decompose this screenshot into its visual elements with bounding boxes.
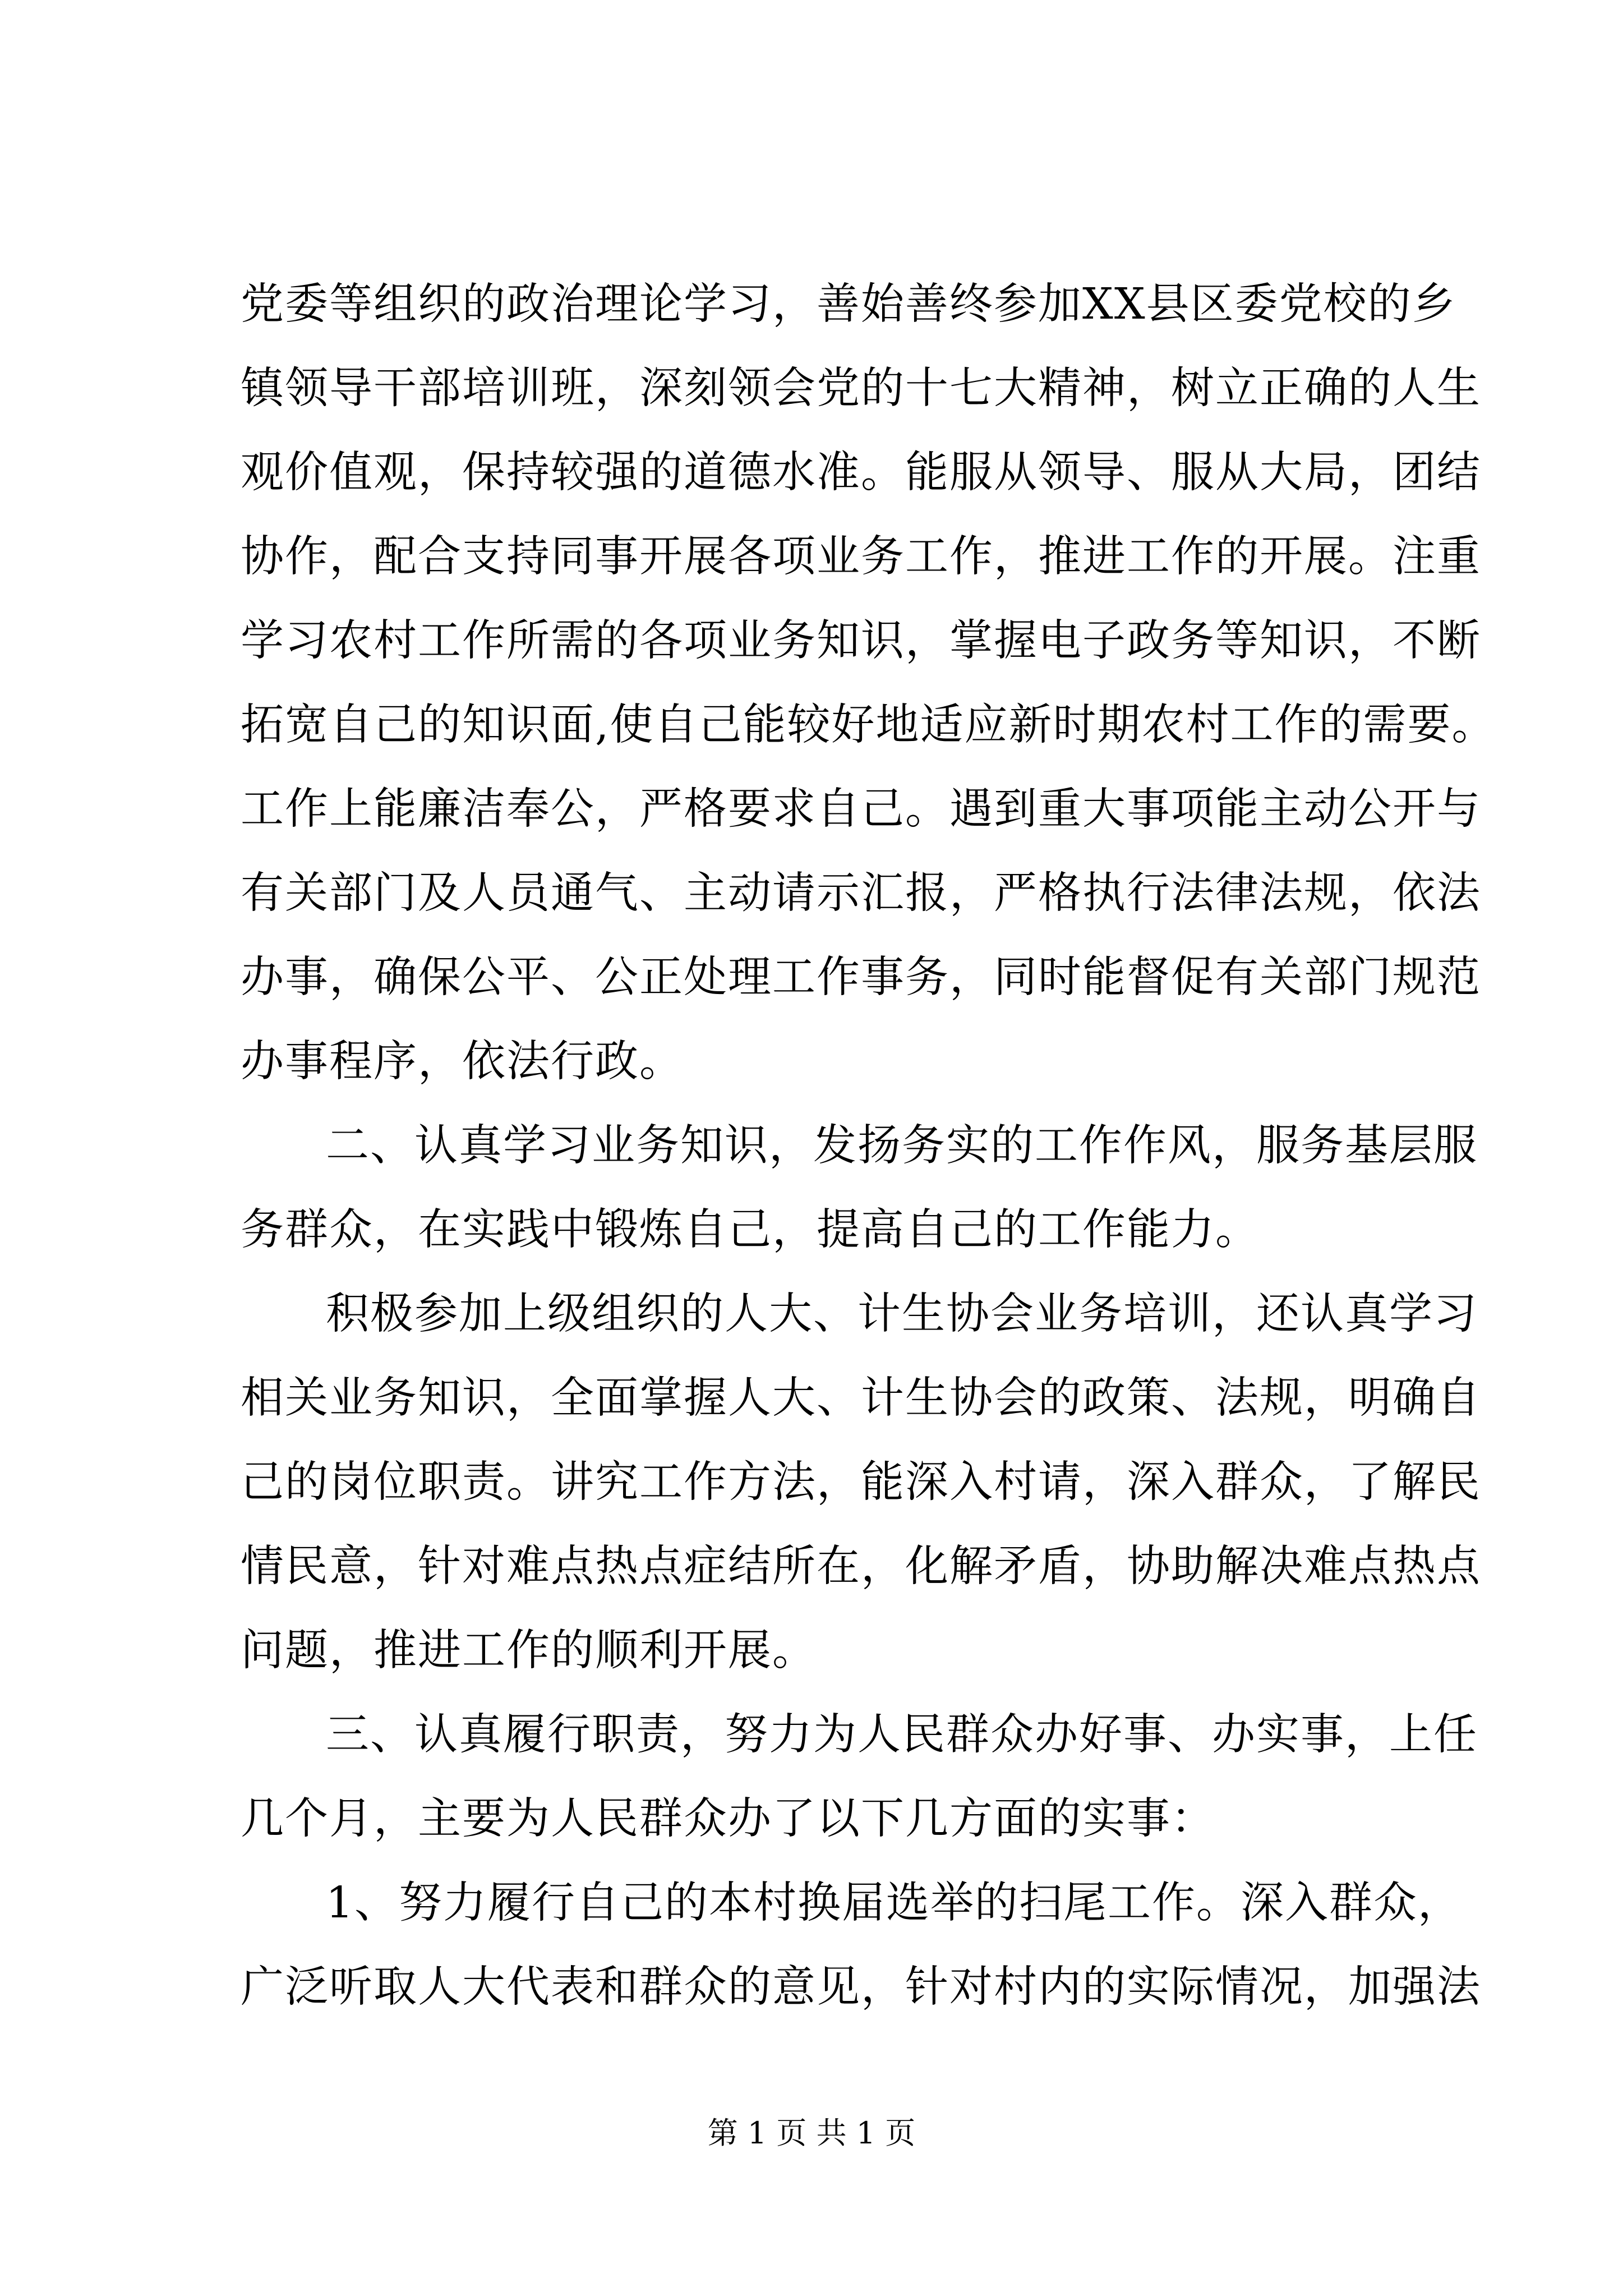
text-line: 观价值观，保持较强的道德水准。能服从领导、服从大局，团结 <box>241 448 1481 498</box>
text-line: 协作，配合支持同事开展各项业务工作，推进工作的开展。注重 <box>241 532 1481 582</box>
page-footer: 第 1 页 共 1 页 <box>707 2115 916 2151</box>
text-line: 有关部门及人员通气、主动请示汇报，严格执行法律法规，依法 <box>241 868 1481 918</box>
text-line: 党委等组织的政治理论学习，善始善终参加XX县区委党校的乡 <box>241 279 1456 329</box>
text-line: 相关业务知识，全面掌握人大、计生协会的政策、法规，明确自 <box>241 1373 1481 1423</box>
text-line: 广泛听取人大代表和群众的意见，针对村内的实际情况，加强法 <box>241 1962 1481 2012</box>
text-line: 务群众，在实践中锻炼自己，提高自己的工作能力。 <box>241 1205 1260 1255</box>
text-line: 情民意，针对难点热点症结所在，化解矛盾，协助解决难点热点 <box>241 1542 1481 1591</box>
text-line: 镇领导干部培训班，深刻领会党的十七大精神，树立正确的人生 <box>241 364 1481 413</box>
list-item-1: 1、努力履行自己的本村换届选举的扫尾工作。深入群众， <box>326 1878 1462 1928</box>
paragraph-start: 积极参加上级组织的人大、计生协会业务培训，还认真学习 <box>326 1289 1478 1339</box>
text-line: 办事，确保公平、公正处理工作事务，同时能督促有关部门规范 <box>241 953 1481 1002</box>
text-line: 办事程序，依法行政。 <box>241 1037 684 1087</box>
text-line: 己的岗位职责。讲究工作方法，能深入村请，深入群众，了解民 <box>241 1457 1481 1507</box>
document-body <box>241 263 1496 2030</box>
text-line: 学习农村工作所需的各项业务知识，掌握电子政务等知识，不断 <box>241 616 1481 666</box>
text-line: 问题，推进工作的顺利开展。 <box>241 1626 817 1676</box>
section-heading-3: 三、认真履行职责，努力为人民群众办好事、办实事，上任 <box>326 1710 1478 1760</box>
text-line: 工作上能廉洁奉公，严格要求自己。遇到重大事项能主动公开与 <box>241 784 1481 834</box>
text-line: 拓宽自己的知识面,使自己能较好地适应新时期农村工作的需要。 <box>241 700 1496 750</box>
section-heading-2: 二、认真学习业务知识，发扬务实的工作作风，服务基层服 <box>326 1121 1478 1171</box>
text-line: 几个月，主要为人民群众办了以下几方面的实事： <box>241 1794 1215 1844</box>
